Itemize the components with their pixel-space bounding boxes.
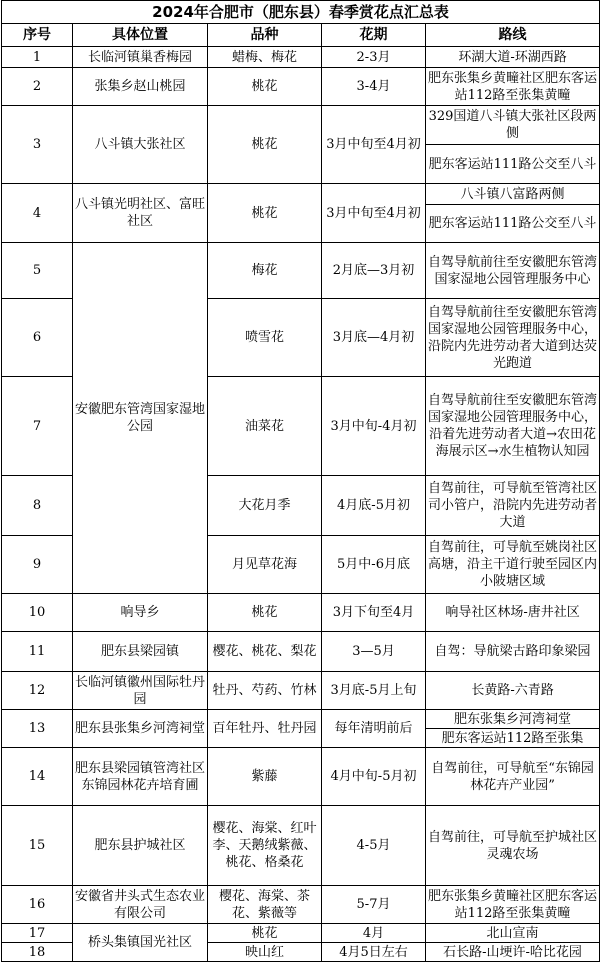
cell-route: 肥东客运站112路至张集 — [426, 729, 600, 748]
table-row — [2, 672, 600, 710]
cell-no: 16 — [2, 886, 73, 924]
table-row — [2, 806, 600, 886]
cell-no: 12 — [2, 672, 73, 710]
cell-location: 肥东县梁园镇管湾社区东锦园林花卉培育圃 — [73, 748, 208, 806]
cell-variety: 月见草花海 — [208, 536, 322, 594]
cell-variety: 桃花 — [208, 594, 322, 632]
cell-period: 4月底-5月初 — [322, 476, 426, 536]
cell-variety: 樱花、海棠、茶花、紫薇等 — [208, 886, 322, 924]
cell-route: 响导社区林场-唐井社区 — [426, 594, 600, 632]
table-row — [2, 886, 600, 924]
cell-period: 5-7月 — [322, 886, 426, 924]
cell-variety: 樱花、桃花、梨花 — [208, 632, 322, 672]
cell-period: 3-4月 — [322, 68, 426, 106]
cell-route: 肥东张集乡黄疃社区肥东客运站112路至张集黄疃 — [426, 886, 600, 924]
cell-location: 肥东县张集乡河湾祠堂 — [73, 710, 208, 748]
cell-period: 3月中旬-4月初 — [322, 377, 426, 476]
table-row — [2, 184, 600, 205]
cell-period: 4月 — [322, 924, 426, 943]
cell-location: 张集乡赵山桃园 — [73, 68, 208, 106]
cell-variety: 喷雪花 — [208, 299, 322, 377]
cell-location: 八斗镇大张社区 — [73, 106, 208, 184]
cell-period: 4月5日左右 — [322, 943, 426, 962]
cell-period: 3—5月 — [322, 632, 426, 672]
cell-route: 肥东客运站111路公交至八斗 — [426, 145, 600, 184]
cell-no: 9 — [2, 536, 73, 594]
header-variety: 品种 — [208, 24, 322, 47]
table-row — [2, 47, 600, 68]
cell-no: 5 — [2, 243, 73, 299]
table-row — [2, 594, 600, 632]
cell-route: 北山宣南 — [426, 924, 600, 943]
cell-route: 环湖大道-环湖西路 — [426, 47, 600, 68]
cell-route: 八斗镇八富路两侧 — [426, 184, 600, 205]
cell-route: 石长路-山埂许-哈比花园 — [426, 943, 600, 962]
cell-period: 2月底—3月初 — [322, 243, 426, 299]
cell-location: 长临河镇徽州国际牡丹园 — [73, 672, 208, 710]
cell-variety: 百年牡丹、牡丹园 — [208, 710, 322, 748]
cell-variety: 桃花 — [208, 184, 322, 243]
cell-route: 自驾前往，可导航至姚岗社区高塘，沿主干道行驶至园区内小陂塘区域 — [426, 536, 600, 594]
cell-period: 3月底—4月初 — [322, 299, 426, 377]
cell-route: 肥东客运站111路公交至八斗 — [426, 205, 600, 243]
cell-period: 3月中旬至4月初 — [322, 184, 426, 243]
cell-no: 1 — [2, 47, 73, 68]
cell-period: 4月中旬-5月初 — [322, 748, 426, 806]
cell-location: 响导乡 — [73, 594, 208, 632]
cell-variety: 桃花 — [208, 106, 322, 184]
cell-no: 4 — [2, 184, 73, 243]
cell-no: 15 — [2, 806, 73, 886]
cell-no: 17 — [2, 924, 73, 943]
cell-variety: 紫藤 — [208, 748, 322, 806]
cell-location: 肥东县护城社区 — [73, 806, 208, 886]
cell-location: 安徽肥东管湾国家湿地公园 — [73, 243, 208, 594]
cell-route: 自驾导航前往至安徽肥东管湾国家湿地公园管理服务中心，沿院内先进劳动者大道到达荧光跑道 — [426, 299, 600, 377]
cell-period: 3月中旬至4月初 — [322, 106, 426, 184]
cell-route: 自驾导航前往至安徽肥东管湾国家湿地公园管理服务中心 — [426, 243, 600, 299]
cell-variety: 蜡梅、梅花 — [208, 47, 322, 68]
table-row — [2, 748, 600, 806]
header-location: 具体位置 — [73, 24, 208, 47]
cell-no: 2 — [2, 68, 73, 106]
header-period: 花期 — [322, 24, 426, 47]
flower-spot-table — [1, 0, 600, 962]
cell-route: 自驾前往，可导航至“东锦园林花卉产业园” — [426, 748, 600, 806]
header-row — [2, 24, 600, 47]
cell-no: 18 — [2, 943, 73, 962]
cell-location: 安徽省井头式生态农业有限公司 — [73, 886, 208, 924]
header-route: 路线 — [426, 24, 600, 47]
cell-location: 八斗镇光明社区、富旺社区 — [73, 184, 208, 243]
cell-no: 14 — [2, 748, 73, 806]
cell-location: 桥头集镇国光社区 — [73, 924, 208, 962]
cell-route: 329国道八斗镇大张社区段两侧 — [426, 106, 600, 145]
cell-location: 肥东县梁园镇 — [73, 632, 208, 672]
cell-no: 3 — [2, 106, 73, 184]
table-row — [2, 106, 600, 145]
cell-route: 自驾前往，可导航至管湾社区司小管户，沿院内先进劳动者大道 — [426, 476, 600, 536]
table-row — [2, 924, 600, 943]
cell-variety: 桃花 — [208, 924, 322, 943]
table-title: 2024年合肥市（肥东县）春季赏花点汇总表 — [2, 1, 600, 24]
cell-no: 6 — [2, 299, 73, 377]
cell-variety: 桃花 — [208, 68, 322, 106]
cell-variety: 大花月季 — [208, 476, 322, 536]
table-row — [2, 632, 600, 672]
cell-no: 11 — [2, 632, 73, 672]
cell-route: 自驾前往，可导航至护城社区灵魂农场 — [426, 806, 600, 886]
table-row — [2, 710, 600, 729]
cell-variety: 油菜花 — [208, 377, 322, 476]
header-no: 序号 — [2, 24, 73, 47]
table-row — [2, 243, 600, 299]
cell-route: 长黄路-六青路 — [426, 672, 600, 710]
cell-no: 7 — [2, 377, 73, 476]
cell-no: 13 — [2, 710, 73, 748]
cell-variety: 映山红 — [208, 943, 322, 962]
cell-period: 5月中-6月底 — [322, 536, 426, 594]
cell-route: 肥东张集乡河湾祠堂 — [426, 710, 600, 729]
table-row — [2, 68, 600, 106]
cell-period: 每年清明前后 — [322, 710, 426, 748]
cell-period: 3月底-5月上旬 — [322, 672, 426, 710]
cell-route: 自驾：导航梁古路印象梁园 — [426, 632, 600, 672]
cell-variety: 樱花、海棠、红叶李、天鹅绒紫薇、桃花、格桑花 — [208, 806, 322, 886]
cell-period: 3月下旬至4月 — [322, 594, 426, 632]
cell-route: 自驾导航前往至安徽肥东管湾国家湿地公园管理服务中心，沿着先进劳动者大道→农田花海展示区→水生植物认知园 — [426, 377, 600, 476]
cell-period: 2-3月 — [322, 47, 426, 68]
cell-no: 8 — [2, 476, 73, 536]
cell-variety: 梅花 — [208, 243, 322, 299]
cell-no: 10 — [2, 594, 73, 632]
cell-route: 肥东张集乡黄疃社区肥东客运站112路至张集黄疃 — [426, 68, 600, 106]
cell-variety: 牡丹、芍药、竹林 — [208, 672, 322, 710]
cell-period: 4-5月 — [322, 806, 426, 886]
cell-location: 长临河镇巢香梅园 — [73, 47, 208, 68]
